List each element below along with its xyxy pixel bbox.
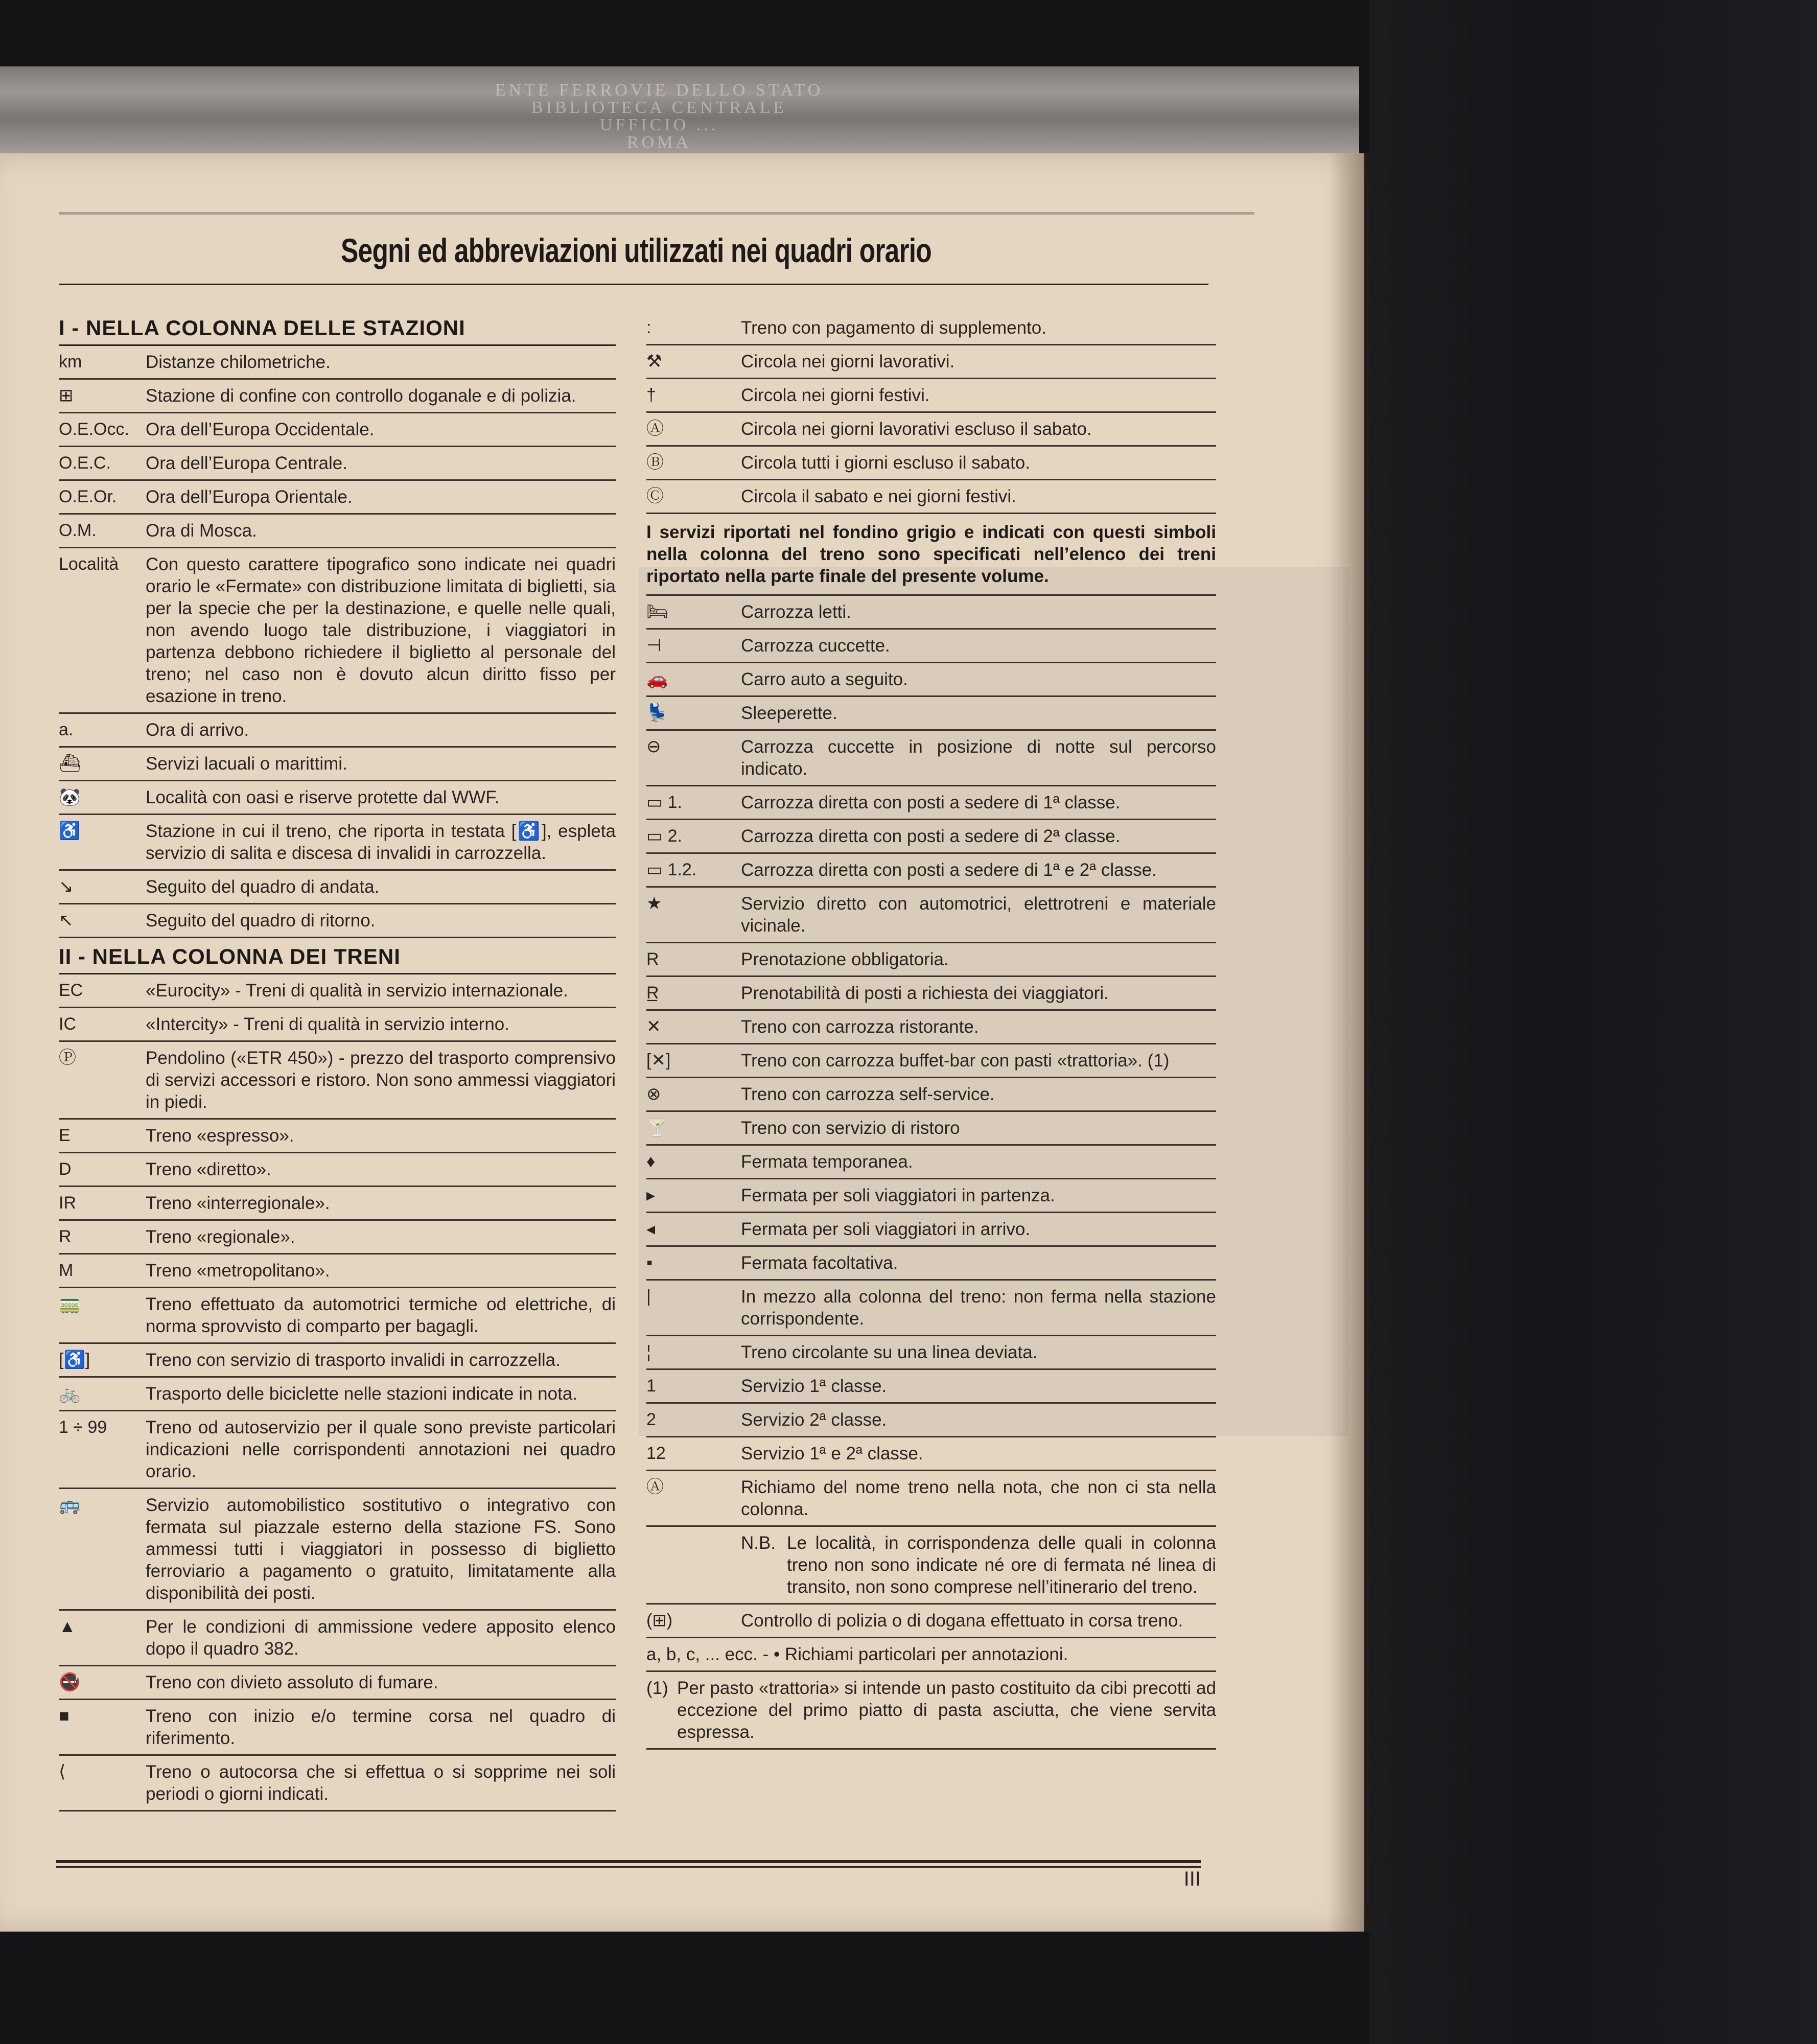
stamp-line: ROMA — [626, 133, 692, 152]
legend-text: Servizio diretto con automotrici, elettrotreni e materiale vicinale. — [741, 894, 1216, 936]
legend-text: Circola nei giorni festivi. — [741, 385, 930, 405]
legend-text: Treno con divieto assoluto di fumare. — [146, 1673, 438, 1692]
legend-symbol-icon: 🚌 — [59, 1495, 81, 1515]
train-symbols-list — [59, 974, 616, 1811]
legend-text: Treno «diretto». — [146, 1159, 271, 1179]
legend-symbol-icon: 12 — [646, 1444, 666, 1463]
legend-text: Servizi lacuali o marittimi. — [146, 754, 347, 774]
legend-symbol-icon: 🚭 — [59, 1673, 81, 1692]
legend-symbol-icon: ▸ — [646, 1186, 656, 1205]
legend-text: Pendolino («ETR 450») - prezzo del trasporto comprensivo di servizi accessori e ristoro. Non sono ammessi viaggiatori in piedi. — [146, 1048, 616, 1112]
legend-row — [646, 596, 1216, 630]
page-edge-block — [0, 66, 1359, 153]
legend-text: Treno con carrozza buffet-bar con pasti «trattoria». (1) — [741, 1051, 1170, 1071]
dark-background — [1369, 0, 1817, 2044]
service-symbols-list — [646, 596, 1216, 1146]
legend-row — [59, 781, 616, 815]
legend-row — [59, 380, 616, 413]
legend-text: Circola tutti i giorni escluso il sabato. — [741, 453, 1031, 473]
services-note: I servizi riportati nel fondino grigio e indicati con questi simboli nella colonna del treno sono specificati nell’elenco dei treni riportato nella parte finale del presente volume. — [646, 514, 1216, 596]
legend-symbol-icon: ⊞ — [59, 386, 74, 405]
legend-row — [59, 1255, 616, 1288]
legend-text: Treno con carrozza self-service. — [741, 1084, 995, 1104]
legend-row — [646, 663, 1216, 697]
legend-row — [646, 731, 1216, 786]
legend-text: Trasporto delle biciclette nelle stazioni indicate in nota. — [146, 1384, 578, 1404]
legend-text: «Eurocity» - Treni di qualità in servizio internazionale. — [146, 981, 568, 1001]
legend-row — [59, 346, 616, 380]
legend-text: Carrozza letti. — [741, 602, 851, 622]
legend-symbol-icon: [♿] — [59, 1350, 90, 1369]
legend-row — [646, 312, 1216, 345]
legend-text: Treno con servizio di trasporto invalidi in carrozzella. — [146, 1350, 561, 1370]
right-column — [646, 312, 1216, 1750]
page-title: Segni ed abbreviazioni utilizzati nei quadri orario — [341, 231, 931, 269]
legend-symbol-icon: 🛏 — [646, 602, 669, 621]
legend-row — [59, 548, 616, 714]
legend-symbol-icon: ✕ — [646, 1017, 661, 1036]
legend-text: In mezzo alla colonna del treno: non ferma nella stazione corrispondente. — [741, 1287, 1216, 1329]
legend-symbol-icon: ⊗ — [646, 1084, 661, 1104]
legend-text: Prenotazione obbligatoria. — [741, 949, 949, 969]
legend-symbol-icon: [✕] — [646, 1051, 671, 1070]
legend-row — [646, 447, 1216, 480]
legend-row — [646, 1179, 1216, 1213]
legend-text: Carrozza diretta con posti a sedere di 2ª classe. — [741, 826, 1121, 846]
legend-symbol-icon: † — [646, 385, 656, 405]
legend-text: Stazione in cui il treno, che riporta in testata [♿], espleta servizio di salita e discesa di invalidi in carrozzella. — [146, 821, 616, 863]
legend-symbol-icon: ★ — [646, 894, 662, 913]
legend-row — [59, 871, 616, 904]
legend-symbol-icon: 🚲 — [59, 1384, 81, 1403]
legend-row — [646, 1247, 1216, 1281]
legend-text: Seguito del quadro di andata. — [146, 877, 380, 897]
stamp-line: ENTE FERROVIE DELLO STATO — [495, 81, 824, 100]
legend-row — [646, 1370, 1216, 1404]
legend-symbol-icon: IC — [59, 1014, 76, 1034]
legend-row — [59, 1489, 616, 1611]
legend-symbol-icon: O.E.Occ. — [59, 420, 129, 439]
legend-symbol-icon: Località — [59, 554, 119, 574]
legend-row — [59, 1153, 616, 1187]
legend-text: Servizio automobilistico sostitutivo o integrativo con fermata sul piazzale esterno della stazione FS. Sono ammessi tutti i viaggiatori in possesso di biglietto ferroviario a pagamento o gratuito, limitatamente alla disponibilità dei posti. — [146, 1495, 616, 1603]
legend-text: Prenotabilità di posti a richiesta dei viaggiatori. — [741, 983, 1109, 1003]
legend-row — [646, 345, 1216, 379]
legend-text: Carro auto a seguito. — [741, 669, 908, 689]
legend-row — [59, 1008, 616, 1042]
legend-symbol-icon: 🚃 — [59, 1294, 81, 1314]
bottom-rule — [56, 1860, 1201, 1863]
legend-row — [59, 748, 616, 781]
legend-text: Servizio 1ª e 2ª classe. — [741, 1444, 923, 1464]
section-heading: II - NELLA COLONNA DEI TRENI — [59, 940, 616, 974]
legend-row — [646, 977, 1216, 1011]
legend-symbol-icon: km — [59, 352, 82, 371]
legend-text: Richiamo del nome treno nella nota, che non ci sta nella colonna. — [741, 1477, 1216, 1519]
legend-symbol-icon: O.M. — [59, 521, 97, 540]
legend-text: «Intercity» - Treni di qualità in servizio interno. — [146, 1014, 509, 1034]
legend-text: Carrozza cuccette in posizione di notte sul percorso indicato. — [741, 737, 1216, 779]
legend-text: Stazione di confine con controllo doganale e di polizia. — [146, 386, 576, 406]
legend-row — [646, 379, 1216, 413]
stamp-line: BIBLIOTECA CENTRALE — [531, 98, 787, 117]
legend-symbol-icon: O.E.Or. — [59, 487, 117, 506]
legend-text: Circola nei giorni lavorativi escluso il sabato. — [741, 419, 1092, 439]
legend-symbol-icon: R — [646, 949, 659, 969]
legend-text: Treno o autocorsa che si effettua o si sopprime nei soli periodi o giorni indicati. — [146, 1762, 616, 1804]
footnote — [646, 1672, 1216, 1750]
legend-text: Per le condizioni di ammissione vedere apposito elenco dopo il quadro 382. — [146, 1617, 616, 1659]
bottom-rule-thin — [56, 1866, 1201, 1868]
legend-row — [646, 1213, 1216, 1247]
legend-row — [646, 630, 1216, 663]
annotations-line: a, b, c, ... ecc. - • Richiami particolari per annotazioni. — [646, 1638, 1216, 1672]
legend-symbol-icon: ▪ — [646, 1253, 653, 1272]
legend-text: Treno «metropolitano». — [146, 1261, 330, 1281]
legend-text: Circola il sabato e nei giorni festivi. — [741, 486, 1016, 506]
footnote-label: (1) — [646, 1678, 668, 1698]
legend-row — [646, 1404, 1216, 1437]
nb-label: N.B. — [741, 1533, 776, 1553]
nb-text: Le località, in corrispondenza delle quali in colonna treno non sono indicate né ore di fermata né linea di transito, non sono comprese nell’itinerario del treno. — [787, 1533, 1216, 1597]
legend-text: Treno con carrozza ristorante. — [741, 1017, 979, 1037]
legend-text: Sleeperette. — [741, 703, 837, 723]
legend-row — [59, 481, 616, 515]
legend-text: Ora dell’Europa Centrale. — [146, 453, 347, 473]
legend-text: Treno con inizio e/o termine corsa nel quadro di riferimento. — [146, 1706, 616, 1748]
legend-row — [646, 1011, 1216, 1044]
legend-symbol-icon: R — [59, 1227, 72, 1246]
legend-text: Treno effettuato da automotrici termiche od elettriche, di norma sprovvisto di comparto per bagagli. — [146, 1294, 616, 1336]
legend-symbol-icon: E — [59, 1126, 71, 1145]
legend-text: Ora di Mosca. — [146, 521, 257, 541]
legend-text: Carrozza diretta con posti a sedere di 1ª classe. — [741, 793, 1121, 812]
legend-text: Fermata facoltativa. — [741, 1253, 898, 1273]
legend-symbol-icon: : — [646, 318, 651, 337]
legend-symbol-icon: O.E.C. — [59, 453, 111, 473]
station-symbols-list — [59, 346, 616, 938]
legend-text: Circola nei giorni lavorativi. — [741, 352, 955, 371]
row-text: Controllo di polizia o di dogana effettuato in corsa treno. — [741, 1611, 1183, 1631]
nb-spacer — [646, 1532, 741, 1598]
legend-row — [646, 820, 1216, 854]
police-row — [646, 1605, 1216, 1638]
library-stamp — [419, 82, 899, 151]
legend-symbol-icon: 🚗 — [646, 669, 668, 689]
circulation-symbols-list — [646, 312, 1216, 514]
legend-row — [646, 1112, 1216, 1146]
legend-row — [646, 1471, 1216, 1527]
legend-symbol-icon: ¦ — [646, 1342, 651, 1362]
legend-symbol-icon: ▭ 1.2. — [646, 860, 697, 879]
legend-text: Seguito del quadro di ritorno. — [146, 911, 376, 931]
legend-row — [59, 1611, 616, 1666]
section-heading: I - NELLA COLONNA DELLE STAZIONI — [59, 312, 616, 346]
legend-symbol-icon: EC — [59, 981, 83, 1000]
legend-symbol-icon: M — [59, 1261, 74, 1280]
legend-text: Fermata per soli viaggiatori in arrivo. — [741, 1219, 1031, 1239]
legend-row — [646, 1078, 1216, 1112]
legend-text: Treno «interregionale». — [146, 1193, 330, 1213]
legend-text: Località con oasi e riserve protette dal WWF. — [146, 787, 500, 807]
legend-text: Carrozza diretta con posti a sedere di 1ª e 2ª classe. — [741, 860, 1157, 880]
stop-symbols-list — [646, 1146, 1216, 1527]
legend-symbol-icon: Ⓐ — [646, 1477, 664, 1497]
legend-symbol-icon: ♿ — [59, 821, 81, 841]
legend-row — [59, 1756, 616, 1811]
legend-symbol-icon: ↖ — [59, 911, 74, 930]
legend-text: Carrozza cuccette. — [741, 636, 890, 656]
legend-symbol-icon: R̲ — [646, 983, 659, 1003]
legend-symbol-icon: 💺 — [646, 703, 668, 723]
page-number: III — [1183, 1868, 1201, 1890]
legend-row — [59, 1700, 616, 1756]
legend-row — [59, 1378, 616, 1411]
legend-row — [646, 1281, 1216, 1336]
legend-symbol-icon: 1 — [646, 1376, 656, 1396]
legend-symbol-icon: 🍸 — [646, 1118, 668, 1137]
legend-row — [646, 1146, 1216, 1179]
legend-text: Servizio 2ª classe. — [741, 1410, 887, 1430]
legend-symbol-icon: 1 ÷ 99 — [59, 1418, 107, 1437]
legend-row — [59, 1411, 616, 1489]
legend-row — [59, 413, 616, 447]
legend-symbol-icon: 2 — [646, 1410, 656, 1429]
legend-text: Distanze chilometriche. — [146, 352, 331, 372]
legend-row — [646, 1044, 1216, 1078]
legend-symbol-icon: 🐼 — [59, 787, 81, 807]
legend-row — [59, 447, 616, 481]
legend-text: Treno «espresso». — [146, 1126, 294, 1146]
legend-text: Fermata temporanea. — [741, 1152, 913, 1172]
legend-row — [646, 786, 1216, 820]
legend-symbol-icon: Ⓟ — [59, 1048, 76, 1067]
legend-symbol-icon: ▭ 1. — [646, 793, 682, 812]
legend-text: Ora di arrivo. — [146, 720, 249, 740]
legend-symbol-icon: ♦ — [646, 1152, 656, 1171]
left-column — [59, 312, 616, 1811]
footnote-text: Per pasto «trattoria» si intende un pasto costituito da cibi precotti ad eccezione del primo piatto di pasta asciutta, che viene servita espressa. — [677, 1678, 1216, 1742]
legend-symbol-icon: IR — [59, 1193, 76, 1213]
legend-row — [59, 1187, 616, 1221]
legend-symbol-icon: ⊣ — [646, 636, 662, 655]
nb-note — [646, 1527, 1216, 1605]
legend-row — [646, 1336, 1216, 1370]
legend-symbol-icon: Ⓒ — [646, 486, 664, 506]
legend-symbol-icon: ⚒ — [646, 352, 662, 371]
legend-row — [646, 888, 1216, 943]
legend-text: Con questo carattere tipografico sono indicate nei quadri orario le «Fermate» con distribuzione limitata di biglietti, sia per la specie che per la destinazione, e quelle nelle quali, non avendo luogo tale distribuzione, i viaggiatori in partenza debbono richiedere il biglietto al personale del treno; nel caso non è dovuto alcun diritto fisso per esazione in treno. — [146, 554, 616, 706]
police-control-icon: (⊞) — [646, 1611, 673, 1630]
legend-row — [646, 1437, 1216, 1471]
title-rule — [59, 284, 1208, 285]
legend-symbol-icon: | — [646, 1287, 651, 1306]
legend-text: Treno con servizio di ristoro — [741, 1118, 960, 1138]
legend-text: Ora dell’Europa Occidentale. — [146, 420, 375, 439]
legend-symbol-icon: ⟨ — [59, 1762, 66, 1781]
legend-symbol-icon: ▭ 2. — [646, 826, 682, 846]
legend-row — [59, 974, 616, 1008]
legend-row — [59, 1288, 616, 1344]
legend-symbol-icon: ■ — [59, 1706, 69, 1726]
legend-row — [646, 697, 1216, 731]
legend-symbol-icon: D — [59, 1159, 72, 1179]
legend-text: Ora dell’Europa Orientale. — [146, 487, 353, 507]
legend-row — [59, 904, 616, 938]
legend-row — [59, 1666, 616, 1700]
top-rule — [59, 212, 1254, 215]
legend-symbol-icon: Ⓑ — [646, 453, 664, 472]
legend-row — [646, 943, 1216, 977]
legend-row — [59, 1120, 616, 1153]
legend-row — [646, 854, 1216, 888]
stamp-line: UFFICIO ... — [599, 115, 719, 134]
legend-row — [59, 714, 616, 748]
legend-row — [646, 480, 1216, 514]
legend-symbol-icon: ⊖ — [646, 737, 661, 756]
legend-text: Fermata per soli viaggiatori in partenza. — [741, 1186, 1055, 1205]
legend-text: Treno circolante su una linea deviata. — [741, 1342, 1038, 1362]
legend-row — [59, 515, 616, 548]
legend-row — [59, 815, 616, 871]
legend-symbol-icon: ⛴ — [59, 754, 81, 773]
legend-row — [59, 1042, 616, 1120]
legend-text: Servizio 1ª classe. — [741, 1376, 887, 1396]
legend-symbol-icon: ↘ — [59, 877, 74, 896]
legend-row — [59, 1221, 616, 1255]
legend-text: Treno od autoservizio per il quale sono previste particolari indicazioni nelle corrispondenti annotazioni nei quadro orario. — [146, 1418, 616, 1481]
legend-symbol-icon: Ⓐ — [646, 419, 664, 438]
legend-symbol-icon: ◂ — [646, 1219, 656, 1239]
legend-symbol-icon: a. — [59, 720, 74, 739]
legend-text: Treno «regionale». — [146, 1227, 295, 1247]
legend-row — [59, 1344, 616, 1378]
legend-symbol-icon: ▲ — [59, 1617, 76, 1636]
legend-row — [646, 413, 1216, 447]
legend-text: Treno con pagamento di supplemento. — [741, 318, 1046, 338]
